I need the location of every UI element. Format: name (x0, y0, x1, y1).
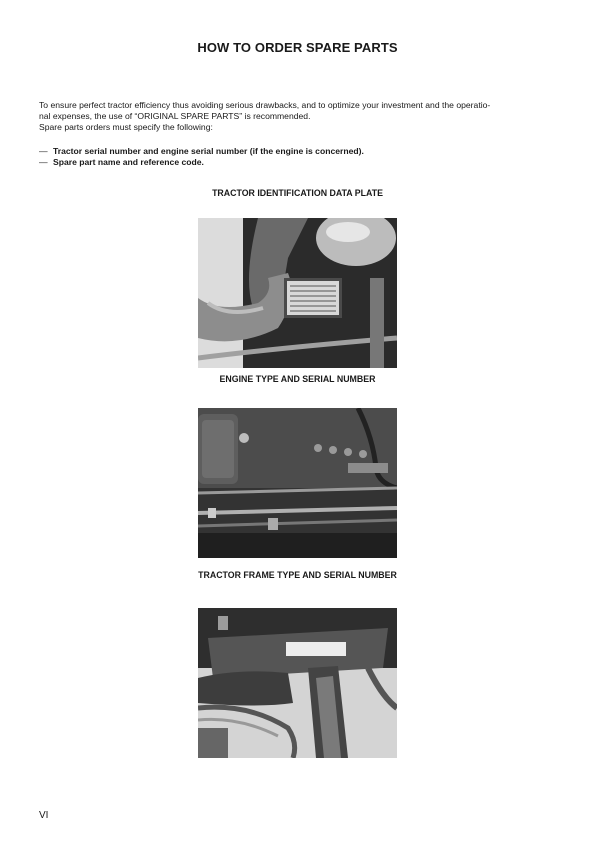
intro-line: Spare parts orders must specify the following: (39, 122, 213, 132)
caption-frame-serial: TRACTOR FRAME TYPE AND SERIAL NUMBER (198, 570, 397, 580)
intro-paragraph (39, 100, 559, 133)
intro-line: nal expenses, the use of “ORIGINAL SPARE PARTS” is recommended. (39, 111, 311, 121)
page-title: HOW TO ORDER SPARE PARTS (197, 40, 398, 55)
engine-serial-photo (198, 408, 397, 558)
dash-marker: — (39, 146, 48, 156)
requirement-text: Spare part name and reference code. (53, 157, 204, 167)
page-number: VI (39, 810, 49, 821)
caption-data-plate: TRACTOR IDENTIFICATION DATA PLATE (212, 188, 383, 198)
data-plate-photo (198, 218, 397, 368)
requirement-item (39, 146, 364, 157)
dash-marker: — (39, 157, 48, 167)
frame-serial-photo (198, 608, 397, 758)
caption-engine-serial: ENGINE TYPE AND SERIAL NUMBER (219, 374, 376, 384)
intro-line: To ensure perfect tractor efficiency thus avoiding serious drawbacks, and to optimize your investment and the operatio- (39, 100, 491, 110)
requirement-text: Tractor serial number and engine serial number (if the engine is concerned). (53, 146, 364, 156)
requirements-list (39, 146, 364, 168)
requirement-item (39, 157, 364, 168)
